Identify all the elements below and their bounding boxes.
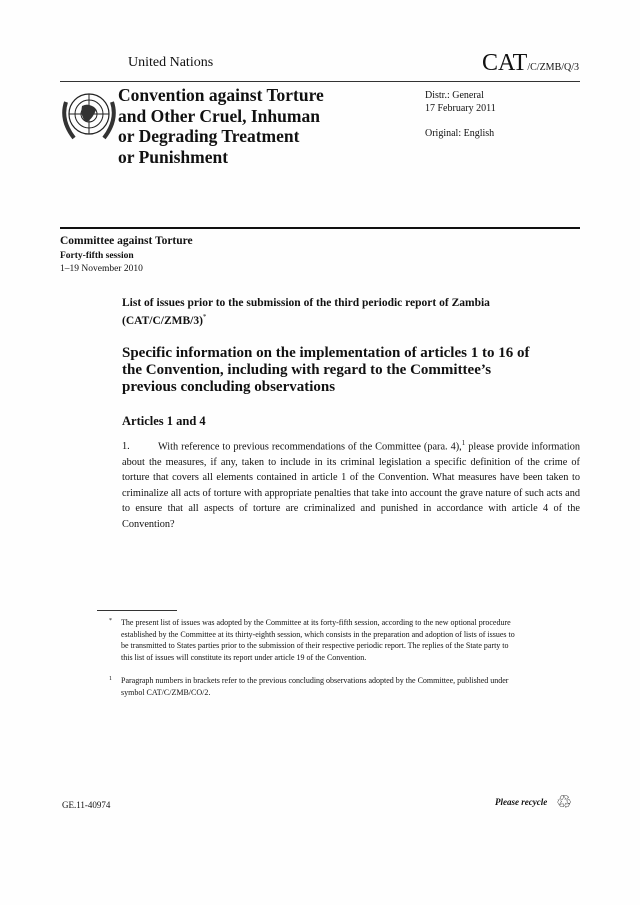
footnote-mark: * (109, 618, 112, 624)
distribution: Distr.: General (425, 90, 484, 101)
title-line: or Degrading Treatment (118, 126, 300, 146)
paragraph-number: 1. (122, 441, 130, 453)
title-line: and Other Cruel, Inhuman (118, 105, 320, 126)
session-dates: 1–19 November 2010 (60, 264, 143, 274)
header-rule (60, 81, 580, 82)
symbol-main: CAT (482, 50, 528, 76)
subsection-heading: Articles 1 and 4 (122, 414, 206, 428)
footnote-ref: 1 (461, 439, 466, 447)
symbol-sub: /C/ZMB/Q/3 (527, 62, 580, 73)
un-emblem-icon (58, 86, 120, 146)
document-symbol (482, 50, 579, 77)
footnote-text: The present list of issues was adopted by the Committee at its forty-fifth session, according to the new optional procedure established by the Committee at its thirty-eighth session, which consists in the preparation and adoption of lists of issues to be transmitted to States parties prior to the submission of their respective periodic report. The replies of the State party to this list of issues will constitute its report under article 19 of the Convention. (121, 618, 515, 662)
footnote (97, 617, 517, 663)
section-rule (60, 227, 580, 229)
committee-name: Committee against Torture (60, 235, 193, 247)
footnote (97, 675, 517, 698)
paragraph-text: please provide information about the measures, if any, taken to include in its criminal legislation a specific definition of the crime of torture that covers all elements contained in article 1 of the Convention. What measures have been taken to criminalize all acts of torture with appropriate penalties that take into account the grave nature of such acts and to ensure that all aspects of torture are criminalized and punished in accordance with article 4 of the Convention? (122, 441, 580, 530)
section-heading: Specific information on the implementation of articles 1 to 16 of the Convention, including with regard to the Committee’s previous concluding observations (122, 345, 530, 395)
distribution-block (425, 89, 496, 115)
footnote-mark: 1 (109, 676, 112, 682)
convention-title (118, 85, 398, 167)
job-number: GE.11-40974 (62, 800, 111, 810)
document-title-text: List of issues prior to the submission of the third periodic report of Zambia (CAT/C/ZMB/3) (122, 297, 490, 327)
session: Forty-fifth session (60, 251, 134, 261)
footnote-ref: * (202, 313, 207, 321)
recycle-icon: ♲ (556, 792, 573, 812)
footnote-rule (97, 610, 177, 611)
original-language: Original: English (425, 128, 495, 139)
organization-name: United Nations (128, 55, 214, 70)
document-title (122, 296, 522, 328)
issue-date: 17 February 2011 (425, 103, 496, 114)
recycle-text: Please recycle (495, 797, 548, 807)
paragraph-text: With reference to previous recommendations of the Committee (para. 4), (158, 441, 462, 453)
title-line: or Punishment (118, 146, 229, 167)
footnote-text: Paragraph numbers in brackets refer to the previous concluding observations adopted by the Committee, published under symbol CAT/C/ZMB/CO/2. (121, 676, 509, 697)
paragraph-1 (122, 436, 580, 532)
title-line: Convention against Torture (118, 85, 324, 105)
